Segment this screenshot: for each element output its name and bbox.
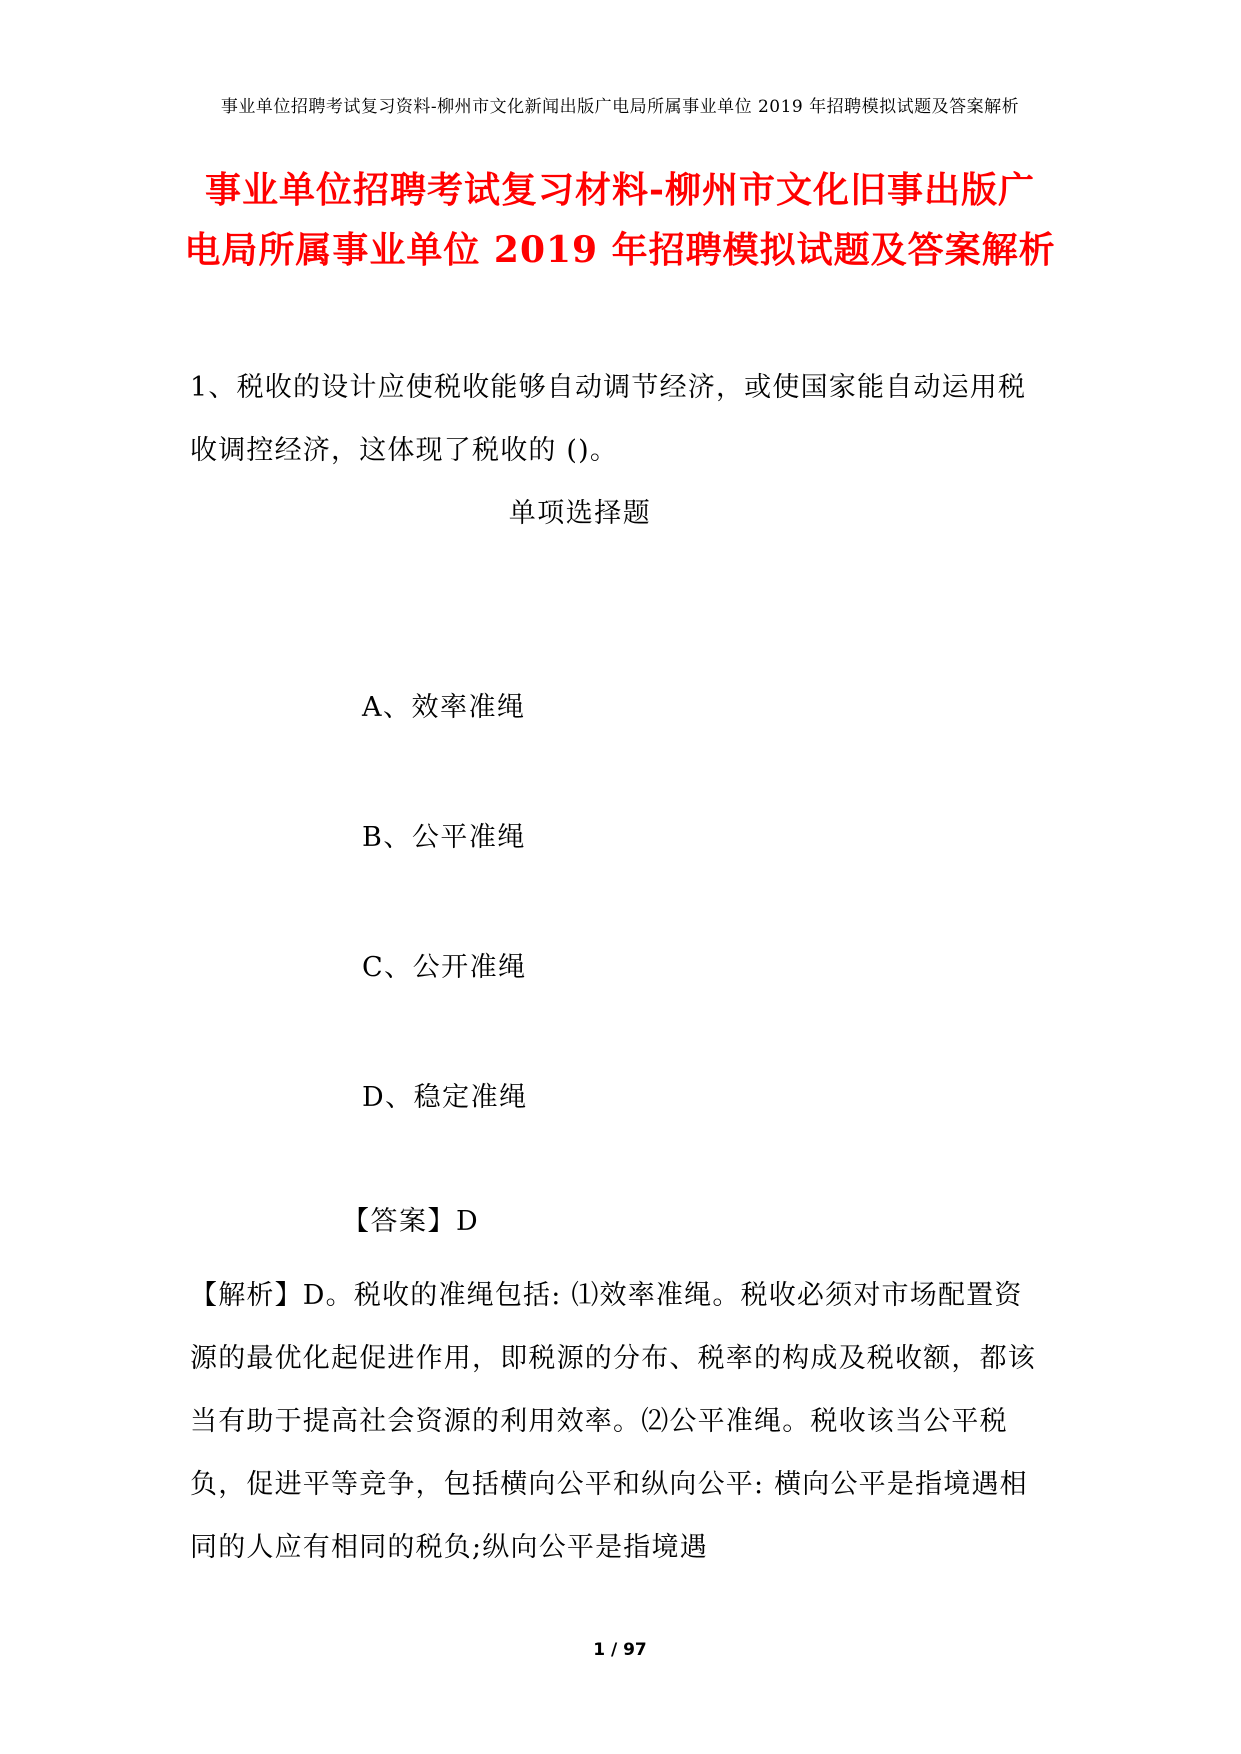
document-title-line-2: 电局所属事业单位 2019 年招聘模拟试题及答案解析 [184,229,1056,271]
option-b[interactable]: B、公平准绳 [362,822,526,853]
option-d[interactable]: D、稳定准绳 [362,1082,528,1113]
document-title-line-1: 事业单位招聘考试复习材料-柳州市文化旧事出版广 [205,169,1035,211]
question-stem: 1、税收的设计应使税收能够自动调节经济，或使国家能自动运用税收调控经济，这体现了税收的 ()。 [190,372,1027,466]
analysis-paragraph: 【解析】D。税收的准绳包括: ⑴效率准绳。税收必须对市场配置资源的最优化起促进作用，即税源的分布、税率的构成及税收额，都该当有助于提高社会资源的利用效率。⑵公平准绳。税收该当公平税负，促进平等竞争，包括横向公平和纵向公平: 横向公平是指境遇相同的人应有相同的税负;纵向公平是指境遇 [190,1280,1036,1563]
option-list [362,688,528,1208]
answer-line: 【答案】D [342,1206,480,1237]
page-number: 1 / 97 [593,1640,647,1660]
question-type: 单项选择题 [508,498,652,529]
option-a[interactable]: A、效率准绳 [362,692,526,723]
running-header: 事业单位招聘考试复习资料-柳州市文化新闻出版广电局所属事业单位 2019 年招聘模拟试题及答案解析 [220,97,1020,117]
document-title [175,160,1065,280]
option-c[interactable]: C、公开准绳 [362,952,527,983]
